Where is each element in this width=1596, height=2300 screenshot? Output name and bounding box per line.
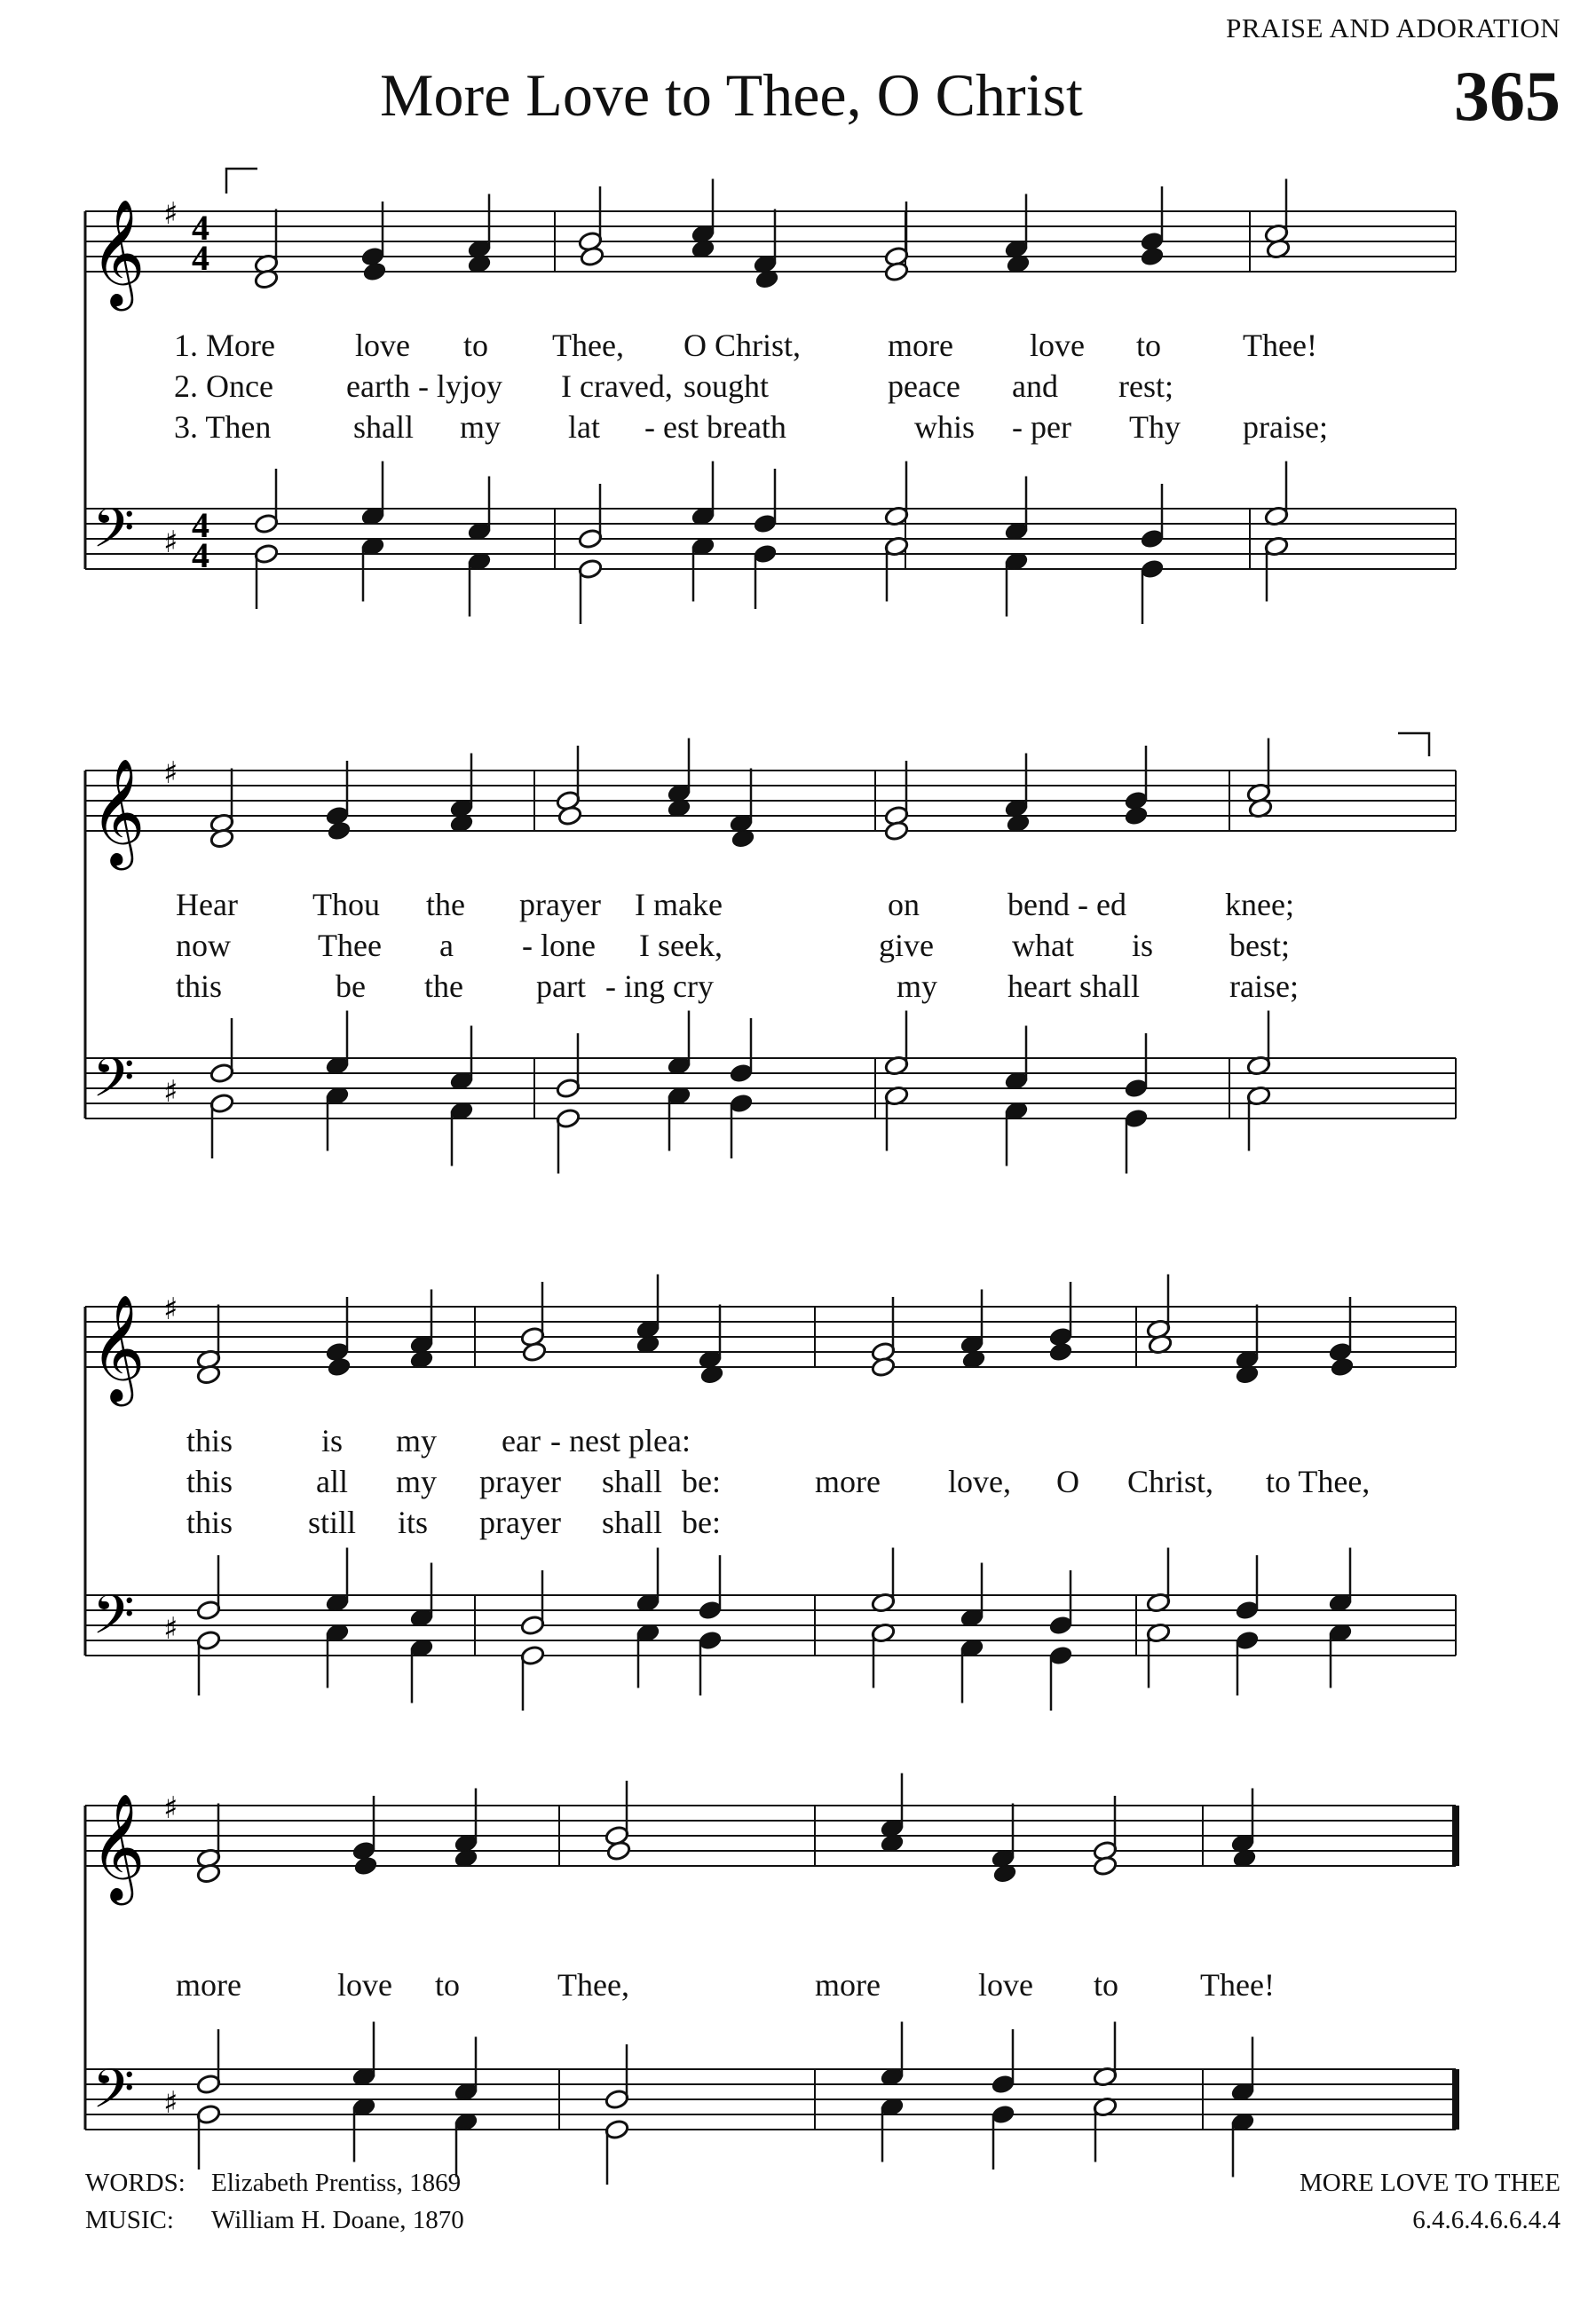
tenor-note bbox=[667, 1011, 691, 1077]
lyric-syllable: - ing cry bbox=[605, 968, 714, 1004]
notehead bbox=[353, 1855, 378, 1877]
lyric-syllable: a bbox=[439, 928, 454, 963]
tenor-note bbox=[1140, 484, 1165, 549]
bracket-mark-icon bbox=[1398, 733, 1429, 756]
tenor-note bbox=[254, 469, 279, 534]
notehead bbox=[1140, 246, 1165, 267]
lyric-syllable: prayer bbox=[519, 887, 601, 922]
lyric-syllable: the bbox=[424, 968, 463, 1004]
alto-note bbox=[1330, 1356, 1355, 1378]
lyric-syllable: heart shall bbox=[1007, 968, 1140, 1004]
lyric-syllable: to bbox=[435, 1967, 461, 2003]
lyric-syllable: my bbox=[897, 968, 938, 1004]
lyric-syllable: be: bbox=[682, 1464, 721, 1499]
lyric-syllable: O Christ, bbox=[683, 328, 802, 363]
tenor-note bbox=[578, 484, 603, 549]
lyric-syllable: best; bbox=[1229, 928, 1290, 963]
sharp-icon: ♯ bbox=[163, 525, 178, 560]
notehead bbox=[327, 820, 352, 842]
tenor-note bbox=[698, 1555, 723, 1621]
lyric-syllable: on bbox=[888, 887, 920, 922]
lyric-syllable: my bbox=[396, 1423, 438, 1458]
lyric-syllable: raise; bbox=[1229, 968, 1299, 1004]
tenor-note bbox=[1235, 1555, 1260, 1621]
bass-note bbox=[729, 1093, 754, 1158]
lyric-syllable: peace bbox=[888, 368, 960, 404]
bass-clef-icon: 𝄢 bbox=[92, 497, 135, 573]
lyric-syllable: more bbox=[815, 1967, 881, 2003]
tenor-note bbox=[520, 1570, 545, 1636]
lyric-syllable: ear bbox=[502, 1423, 541, 1458]
bass-note bbox=[196, 1630, 221, 1695]
lyric-syllable: part bbox=[536, 968, 586, 1004]
lyric-syllable: now bbox=[176, 928, 231, 963]
bass-note bbox=[1004, 1100, 1029, 1166]
bass-note bbox=[254, 543, 279, 609]
bass-note bbox=[409, 1637, 434, 1703]
lyric-syllable: earth - ly bbox=[346, 368, 462, 404]
notehead bbox=[884, 820, 909, 842]
lyric-syllable: this bbox=[186, 1423, 233, 1458]
lyric-syllable: more bbox=[176, 1967, 241, 2003]
tenor-note bbox=[636, 1548, 660, 1614]
alto-note bbox=[362, 261, 387, 282]
tenor-note bbox=[1048, 1570, 1073, 1636]
meter: 6.4.6.4.6.6.4.4 bbox=[1412, 2206, 1560, 2234]
lyric-syllable: lat bbox=[568, 409, 600, 445]
lyric-syllable: I make bbox=[635, 887, 723, 922]
sharp-icon: ♯ bbox=[163, 1611, 178, 1647]
alto-note bbox=[353, 1855, 378, 1877]
lyric-syllable: love bbox=[355, 328, 410, 363]
lyric-syllable: Hear bbox=[176, 887, 238, 922]
lyric-syllable: O bbox=[1056, 1464, 1079, 1499]
lyric-syllable: love bbox=[1030, 328, 1085, 363]
alto-note bbox=[1124, 805, 1149, 826]
lyric-syllable: this bbox=[186, 1464, 233, 1499]
soprano-note bbox=[556, 746, 581, 811]
lyric-syllable: love bbox=[978, 1967, 1033, 2003]
bass-note bbox=[520, 1645, 545, 1711]
hymn-title: More Love to Thee, O Christ bbox=[380, 61, 1083, 129]
lyric-syllable: Christ, bbox=[1127, 1464, 1214, 1499]
lyric-syllable: I seek, bbox=[639, 928, 723, 963]
music-credit bbox=[85, 2201, 464, 2239]
tune-info bbox=[1300, 2164, 1560, 2239]
notehead bbox=[362, 261, 387, 282]
tenor-note bbox=[691, 462, 715, 527]
notehead bbox=[1330, 1356, 1355, 1378]
bass-note bbox=[578, 558, 603, 624]
notehead bbox=[1048, 1341, 1073, 1363]
bass-note bbox=[1004, 550, 1029, 616]
tenor-note bbox=[1264, 462, 1289, 527]
soprano-note bbox=[520, 1282, 545, 1348]
lyric-syllable: to bbox=[463, 328, 489, 363]
sharp-icon: ♯ bbox=[163, 2085, 178, 2121]
lyric-syllable: Thee bbox=[318, 928, 382, 963]
bracket-mark-icon bbox=[226, 169, 257, 194]
lyric-syllable: I craved, bbox=[561, 368, 673, 404]
bass-note bbox=[698, 1630, 723, 1695]
bass-note bbox=[556, 1108, 581, 1174]
lyric-syllable: is bbox=[321, 1423, 344, 1458]
time-signature: 4 bbox=[192, 535, 209, 575]
lyric-syllable: to bbox=[1136, 328, 1162, 363]
section-label: PRAISE AND ADORATION bbox=[1226, 12, 1560, 43]
words-author: Elizabeth Prentiss, 1869 bbox=[211, 2169, 462, 2197]
tenor-note bbox=[1246, 1011, 1271, 1077]
lyric-syllable: shall bbox=[353, 409, 414, 445]
lyric-syllable: to Thee, bbox=[1266, 1464, 1371, 1499]
lyric-syllable: be: bbox=[682, 1505, 721, 1540]
tenor-note bbox=[729, 1018, 754, 1084]
tenor-note bbox=[325, 1011, 350, 1077]
credits bbox=[85, 2164, 464, 2239]
lyric-syllable: Thee, bbox=[557, 1967, 629, 2003]
bass-note bbox=[1230, 2111, 1255, 2177]
lyric-syllable: love bbox=[337, 1967, 392, 2003]
lyric-syllable: sought bbox=[683, 368, 770, 404]
lyric-syllable: prayer bbox=[479, 1505, 561, 1540]
lyric-syllable: be bbox=[336, 968, 366, 1004]
lyric-syllable: my bbox=[396, 1464, 438, 1499]
lyric-syllable: and bbox=[1012, 368, 1058, 404]
bass-note bbox=[1048, 1645, 1073, 1711]
time-signature: 4 bbox=[192, 208, 209, 248]
lyric-syllable: praise; bbox=[1243, 409, 1328, 445]
lyric-syllable: the bbox=[426, 887, 465, 922]
lyric-syllable: prayer bbox=[479, 1464, 561, 1499]
notehead bbox=[871, 1356, 896, 1378]
tenor-note bbox=[360, 462, 385, 527]
lyric-syllable: give bbox=[879, 928, 934, 963]
soprano-note bbox=[1048, 1282, 1073, 1348]
tenor-note bbox=[352, 2022, 376, 2088]
alto-note bbox=[871, 1356, 896, 1378]
lyric-syllable: Thee! bbox=[1200, 1967, 1275, 2003]
alto-note bbox=[327, 820, 352, 842]
soprano-note bbox=[1140, 186, 1165, 252]
bass-note bbox=[753, 543, 778, 609]
treble-clef-icon: 𝄞 bbox=[91, 198, 146, 306]
bass-clef-icon: 𝄢 bbox=[92, 1584, 135, 1660]
lyric-syllable: - per bbox=[1012, 409, 1071, 445]
lyric-syllable: my bbox=[460, 409, 502, 445]
soprano-note bbox=[1124, 746, 1149, 811]
sharp-icon: ♯ bbox=[163, 1790, 178, 1826]
bass-note bbox=[1235, 1630, 1260, 1695]
treble-clef-icon: 𝄞 bbox=[91, 1293, 146, 1402]
lyric-syllable: Thee! bbox=[1243, 328, 1317, 363]
bass-note bbox=[604, 2119, 629, 2185]
notehead bbox=[327, 1356, 352, 1378]
tenor-note bbox=[1146, 1548, 1171, 1614]
lyric-syllable: Thee, bbox=[552, 328, 624, 363]
lyric-syllable: 1. More bbox=[174, 328, 275, 363]
tenor-note bbox=[884, 462, 909, 527]
words-label: WORDS: bbox=[85, 2169, 186, 2197]
lyric-syllable: 3. Then bbox=[174, 409, 272, 445]
tenor-note bbox=[884, 1011, 909, 1077]
lyric-syllable: 2. Once bbox=[174, 368, 273, 404]
alto-note bbox=[1093, 1855, 1118, 1877]
music-label: MUSIC: bbox=[85, 2206, 174, 2234]
soprano-note bbox=[604, 1781, 629, 1846]
alto-note bbox=[884, 820, 909, 842]
lyric-syllable: shall bbox=[602, 1464, 662, 1499]
bass-note bbox=[449, 1100, 474, 1166]
lyric-syllable: Thou bbox=[312, 887, 380, 922]
soprano-note bbox=[578, 186, 603, 252]
bass-note bbox=[209, 1093, 234, 1158]
tenor-note bbox=[871, 1548, 896, 1614]
tenor-note bbox=[209, 1018, 234, 1084]
lyric-syllable: rest; bbox=[1118, 368, 1173, 404]
bass-note bbox=[960, 1637, 984, 1703]
tenor-note bbox=[991, 2029, 1015, 2095]
lyric-syllable: is bbox=[1132, 928, 1154, 963]
tenor-note bbox=[196, 1555, 221, 1621]
lyric-syllable: this bbox=[176, 968, 223, 1004]
lyric-syllable: - nest plea: bbox=[550, 1423, 691, 1458]
lyric-syllable: - est breath bbox=[644, 409, 786, 445]
alto-note bbox=[1140, 246, 1165, 267]
bass-note bbox=[1124, 1108, 1149, 1174]
bass-note bbox=[991, 2104, 1015, 2170]
alto-note bbox=[327, 1356, 352, 1378]
bass-note bbox=[467, 550, 492, 616]
music-composer: William H. Doane, 1870 bbox=[211, 2206, 464, 2234]
sharp-icon: ♯ bbox=[163, 1292, 178, 1327]
tenor-note bbox=[880, 2022, 905, 2088]
tenor-note bbox=[604, 2044, 629, 2110]
bass-clef-icon: 𝄢 bbox=[92, 2058, 135, 2134]
lyric-syllable: knee; bbox=[1225, 887, 1294, 922]
hymn-number: 365 bbox=[1454, 58, 1560, 136]
lyric-syllable: love, bbox=[948, 1464, 1011, 1499]
lyric-syllable: still bbox=[308, 1505, 357, 1540]
time-signature: 4 bbox=[192, 505, 209, 545]
treble-clef-icon: 𝄞 bbox=[91, 1792, 146, 1901]
tune-name: MORE LOVE TO THEE bbox=[1299, 2169, 1560, 2197]
tenor-note bbox=[1124, 1033, 1149, 1099]
sharp-icon: ♯ bbox=[163, 196, 178, 232]
lyric-syllable: shall bbox=[602, 1505, 662, 1540]
alto-note bbox=[1048, 1341, 1073, 1363]
time-signature: 4 bbox=[192, 238, 209, 278]
tenor-note bbox=[196, 2029, 221, 2095]
bass-clef-icon: 𝄢 bbox=[92, 1047, 135, 1123]
lyric-syllable: all bbox=[316, 1464, 348, 1499]
lyric-syllable: - lone bbox=[522, 928, 596, 963]
notehead bbox=[1124, 805, 1149, 826]
notehead bbox=[1093, 1855, 1118, 1877]
lyric-syllable: this bbox=[186, 1505, 233, 1540]
lyric-syllable: its bbox=[398, 1505, 429, 1540]
lyric-syllable: what bbox=[1012, 928, 1074, 963]
treble-clef-icon: 𝄞 bbox=[91, 757, 146, 865]
bass-note bbox=[1140, 558, 1165, 624]
tenor-note bbox=[753, 469, 778, 534]
tenor-note bbox=[1093, 2022, 1118, 2088]
lyric-syllable: bend - ed bbox=[1007, 887, 1126, 922]
lyric-syllable: more bbox=[815, 1464, 881, 1499]
tenor-note bbox=[556, 1033, 581, 1099]
tenor-note bbox=[325, 1548, 350, 1614]
sharp-icon: ♯ bbox=[163, 755, 178, 791]
lyric-syllable: joy bbox=[462, 368, 503, 404]
lyric-syllable: more bbox=[888, 328, 953, 363]
sharp-icon: ♯ bbox=[163, 1074, 178, 1110]
lyric-syllable: to bbox=[1094, 1967, 1119, 2003]
lyric-syllable: Thy bbox=[1129, 409, 1181, 445]
lyric-syllable: whis bbox=[914, 409, 976, 445]
tenor-note bbox=[1328, 1548, 1353, 1614]
bass-note bbox=[196, 2104, 221, 2170]
words-credit bbox=[85, 2164, 464, 2201]
